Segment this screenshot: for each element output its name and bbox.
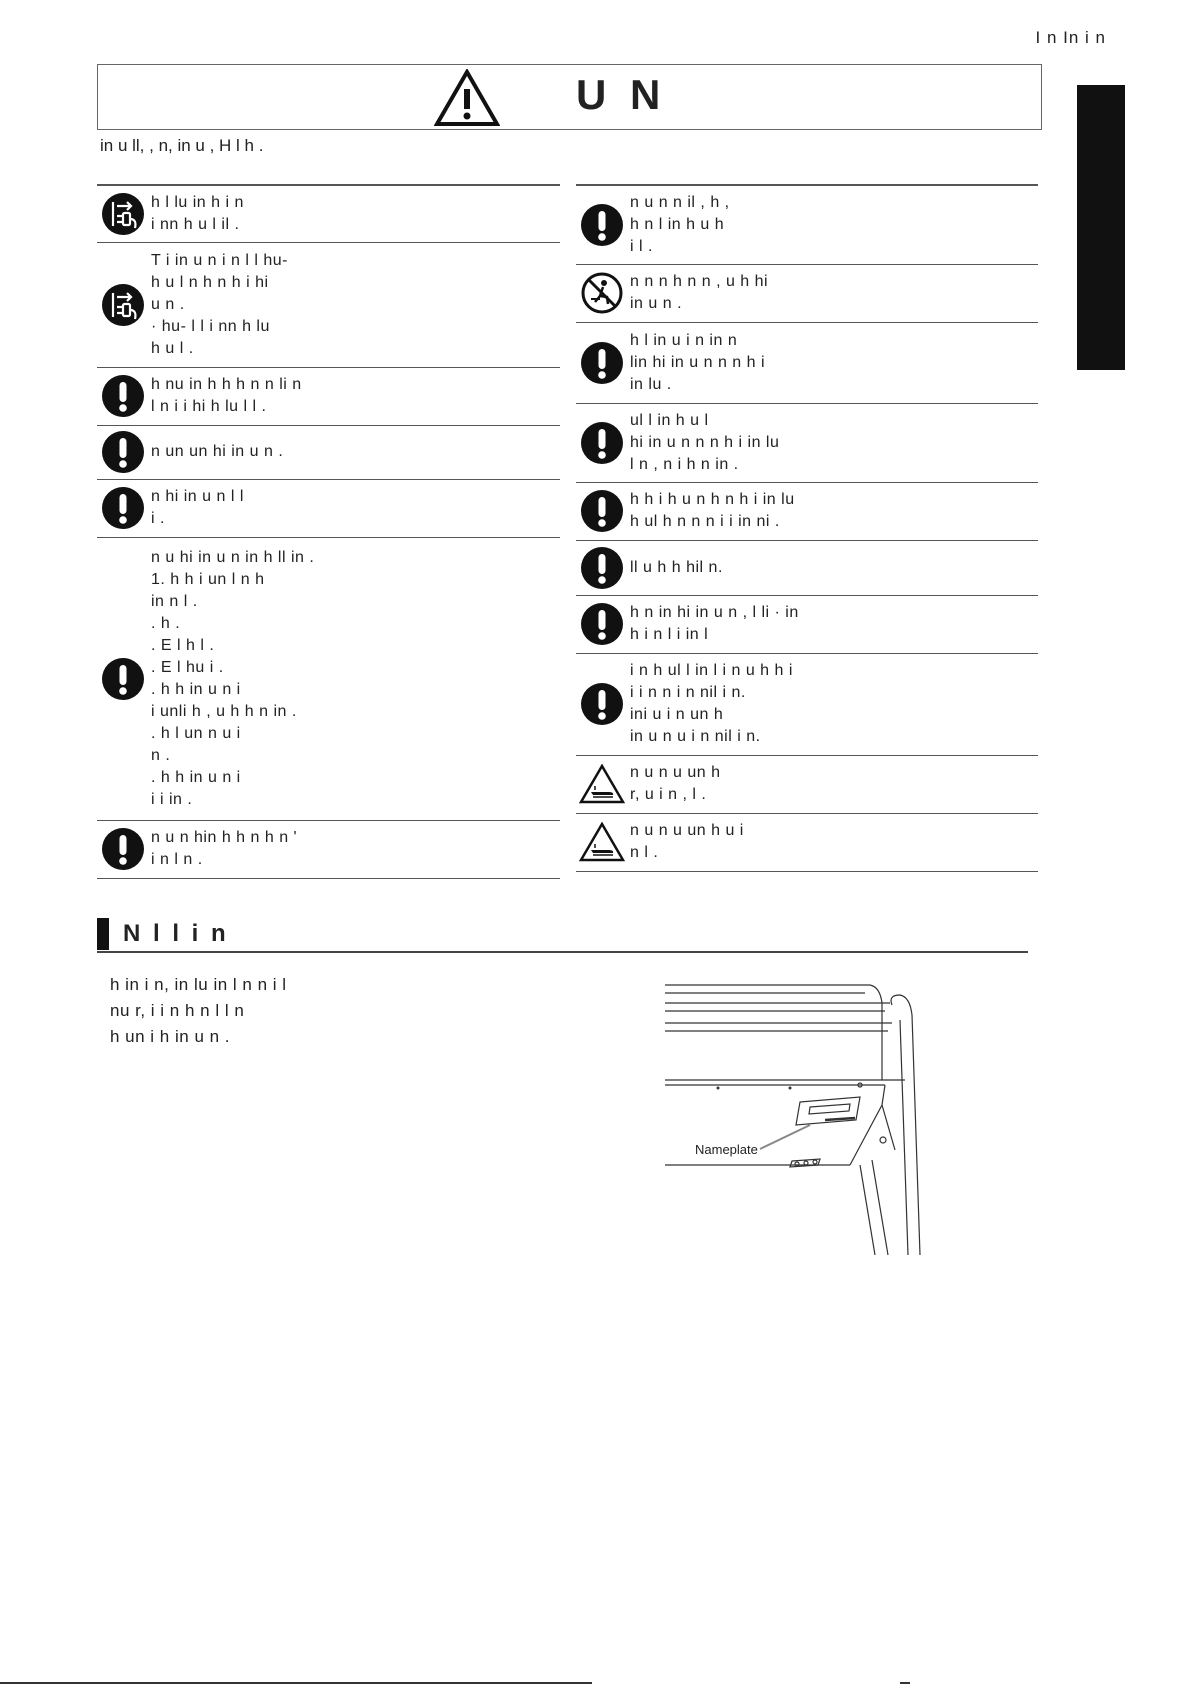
caution-title: U N [576,71,667,118]
exclamation-icon [576,341,628,385]
precaution-item: n u n u un h r, u i n , l . [576,756,1038,814]
precaution-item: n u n u un h u i n l . [576,814,1038,872]
hand-pinch-icon [576,764,628,804]
exclamation-icon [576,489,628,533]
warning-triangle-icon [434,69,500,127]
precaution-item: h n in hi in u n , l li · in h i n l i in l [576,596,1038,654]
precaution-item: n u hi in u n in h ll in . 1. h h i un l n h in n l . . h . . E l h l . . E l hu i . . h h in u n i i unli h , u h h n in . . h l un n u i n . . h h in u n i i i in . [97,538,560,821]
precaution-item: n n n h n n , u h hi in u n . [576,265,1038,323]
exclamation-icon [97,827,149,871]
piano-nameplate-illustration [660,975,945,1257]
hand-pinch-icon [576,822,628,862]
right-precaution-list [576,184,1038,872]
precaution-item: ll u h h hil n. [576,541,1038,596]
precaution-item: h l lu in h i n i nn h u l il . [97,186,560,243]
intro-text: in u ll, , n, in u , H l h . [100,136,264,155]
precaution-item: T i in u n i n l l hu- h u l n h n h i hi u n . · hu- l l i nn h lu h u l . [97,243,560,368]
section-tab [1077,85,1125,370]
running-header: I n In i n [1035,28,1106,47]
exclamation-icon [97,657,149,701]
exclamation-icon [576,546,628,590]
exclamation-icon [97,374,149,418]
section-body: h in i n, in lu in l n n i l nu r, i i n h n l l n h un i h in u n . [110,975,287,1046]
exclamation-icon [97,486,149,530]
precaution-item: h nu in h h h n n li n l n i i hi h lu l l . [97,368,560,426]
unplug-icon [97,192,149,236]
left-precaution-list [97,184,560,879]
unplug-icon [97,283,149,327]
exclamation-icon [576,602,628,646]
precaution-item: n u n n il , h , h n l in h u h i l . [576,186,1038,265]
exclamation-icon [576,203,628,247]
section-marker [97,918,109,950]
footer-rule [0,1682,592,1684]
section-divider [97,951,1028,953]
caution-banner [97,64,1042,130]
precaution-item: n u n hin h h n h n ' i n l n . [97,821,560,879]
exclamation-icon [576,682,628,726]
exclamation-icon [576,421,628,465]
nameplate-label: Nameplate [695,1142,758,1157]
footer-mark [900,1682,910,1684]
no-sitting-icon [576,271,628,315]
exclamation-icon [97,430,149,474]
precaution-item: h l in u i n in n lin hi in u n n n h i in lu . [576,323,1038,404]
precaution-item: n hi in u n l l i . [97,480,560,538]
precaution-item: i n h ul l in l i n u h h i i i n n i n nil i n. ini u i n un h in u n u i n nil i n. [576,654,1038,756]
precaution-item: n un un hi in u n . [97,426,560,480]
precaution-item: ul l in h u l hi in u n n n h i in lu l n , n i h n in . [576,404,1038,483]
section-title: N l l i n [123,920,229,947]
precaution-item: h h i h u n h n h i in lu h ul h n n n i i in ni . [576,483,1038,541]
